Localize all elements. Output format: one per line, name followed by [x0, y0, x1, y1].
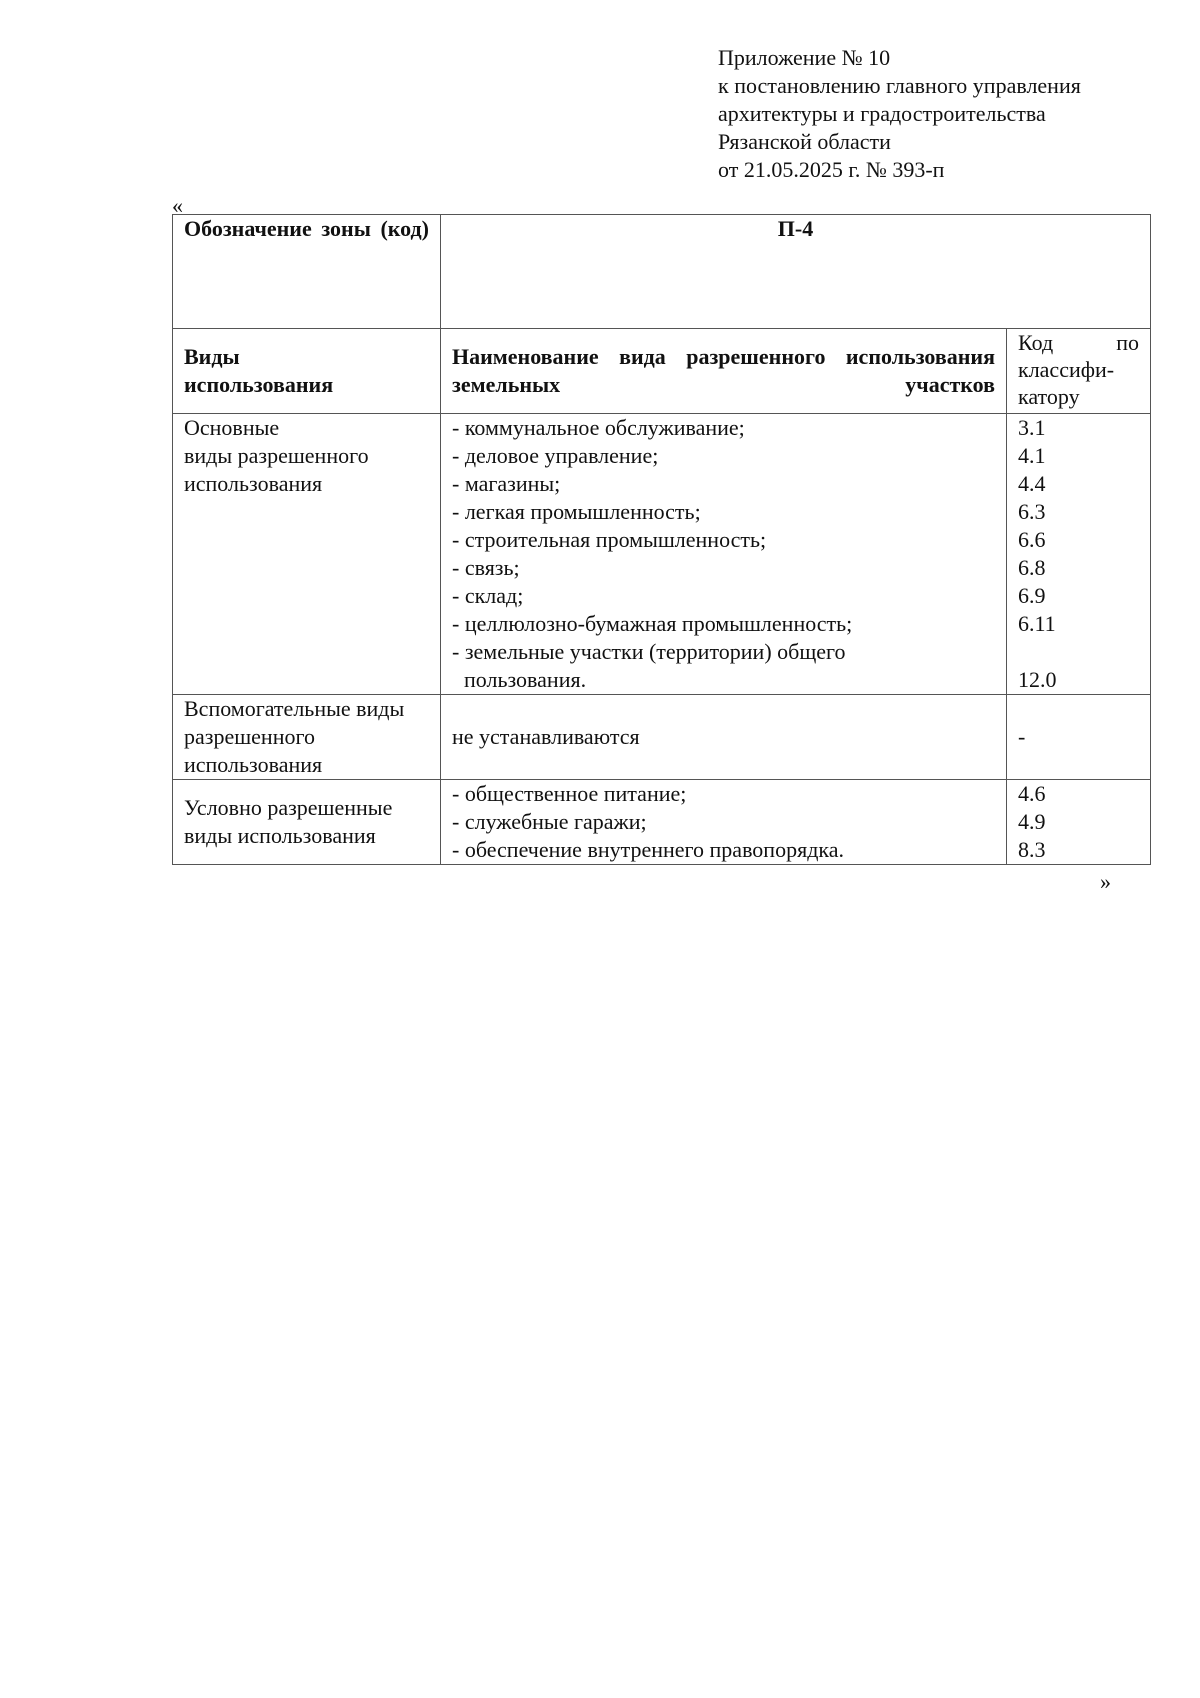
column-header-row: [173, 329, 1151, 414]
auxiliary-uses-codes: [1007, 695, 1151, 780]
type-line: виды разрешенного: [184, 443, 369, 468]
conditional-uses-row: [173, 780, 1151, 865]
use-code: -: [1018, 724, 1026, 749]
col-header-code-line3: катору: [1018, 384, 1080, 409]
use-name: - легкая промышленность;: [452, 499, 701, 524]
use-code: 4.9: [1018, 809, 1046, 834]
auxiliary-uses-type: [173, 695, 441, 780]
main-uses-type: [173, 414, 441, 695]
type-line: виды использования: [184, 823, 376, 848]
use-name: - целлюлозно-бумажная промышленность;: [452, 611, 853, 636]
col-header-code-word: Код: [1018, 330, 1054, 355]
use-code: 12.0: [1018, 667, 1057, 692]
col-header-code: [1007, 329, 1151, 414]
zone-code: П-4: [777, 216, 814, 241]
conditional-uses-codes: [1007, 780, 1151, 865]
use-code: 4.1: [1018, 443, 1046, 468]
col-header-name-text: Наименование вида разрешенного использования земельных участков: [452, 344, 995, 397]
col-header-code-word: по: [1116, 330, 1140, 355]
use-name: - общественное питание;: [452, 781, 687, 806]
use-code: 4.4: [1018, 471, 1046, 496]
header-line: к постановлению главного управления: [718, 73, 1081, 98]
use-code: 6.9: [1018, 583, 1046, 608]
appendix-header: [718, 44, 1158, 184]
header-line: Рязанской области: [718, 129, 891, 154]
zone-code-row: [173, 215, 1151, 329]
use-code: 3.1: [1018, 415, 1046, 440]
use-name: - склад;: [452, 583, 524, 608]
use-name: - строительная промышленность;: [452, 527, 767, 552]
use-name: - коммунальное обслуживание;: [452, 415, 745, 440]
use-code: 6.3: [1018, 499, 1046, 524]
auxiliary-uses-row: [173, 695, 1151, 780]
col-header-code-line1: [1018, 329, 1139, 356]
use-name: - магазины;: [452, 471, 561, 496]
use-name: - связь;: [452, 555, 520, 580]
zone-regulations-table: [172, 214, 1151, 865]
use-code: 4.6: [1018, 781, 1046, 806]
zone-label: Обозначение зоны (код): [184, 216, 429, 241]
use-name: - служебные гаражи;: [452, 809, 647, 834]
use-code: [1018, 638, 1139, 666]
header-line: архитектуры и градостроительства: [718, 101, 1046, 126]
header-line: от 21.05.2025 г. № 393-п: [718, 157, 945, 182]
zone-label-cell: [173, 215, 441, 329]
type-line: разрешенного: [184, 724, 315, 749]
use-code: 6.11: [1018, 611, 1056, 636]
type-line: Основные: [184, 415, 280, 440]
type-line: Условно разрешенные: [184, 795, 393, 820]
col-header-type: [173, 329, 441, 414]
conditional-uses-type: [173, 780, 441, 865]
col-header-type-text: Виды использования: [184, 344, 334, 397]
use-name: - обеспечение внутреннего правопорядка.: [452, 837, 845, 862]
type-line: Вспомогательные виды: [184, 696, 405, 721]
use-name: - деловое управление;: [452, 443, 659, 468]
type-line: использования: [184, 752, 323, 777]
main-uses-codes: [1007, 414, 1151, 695]
use-code: 6.8: [1018, 555, 1046, 580]
conditional-uses-names: [441, 780, 1007, 865]
open-quote: «: [172, 193, 183, 218]
auxiliary-uses-names: [441, 695, 1007, 780]
main-uses-names: [441, 414, 1007, 695]
use-code: 8.3: [1018, 837, 1046, 862]
main-uses-row: [173, 414, 1151, 695]
use-code: 6.6: [1018, 527, 1046, 552]
close-quote: »: [1100, 869, 1111, 894]
zone-code-cell: [441, 215, 1151, 329]
col-header-code-line2: классифи-: [1018, 357, 1115, 382]
col-header-name: [441, 329, 1007, 414]
use-name: не устанавливаются: [452, 724, 640, 749]
use-name: - земельные участки (территории) общего: [452, 639, 846, 664]
type-line: использования: [184, 471, 323, 496]
header-line: Приложение № 10: [718, 45, 891, 70]
use-name: пользования.: [464, 667, 587, 692]
